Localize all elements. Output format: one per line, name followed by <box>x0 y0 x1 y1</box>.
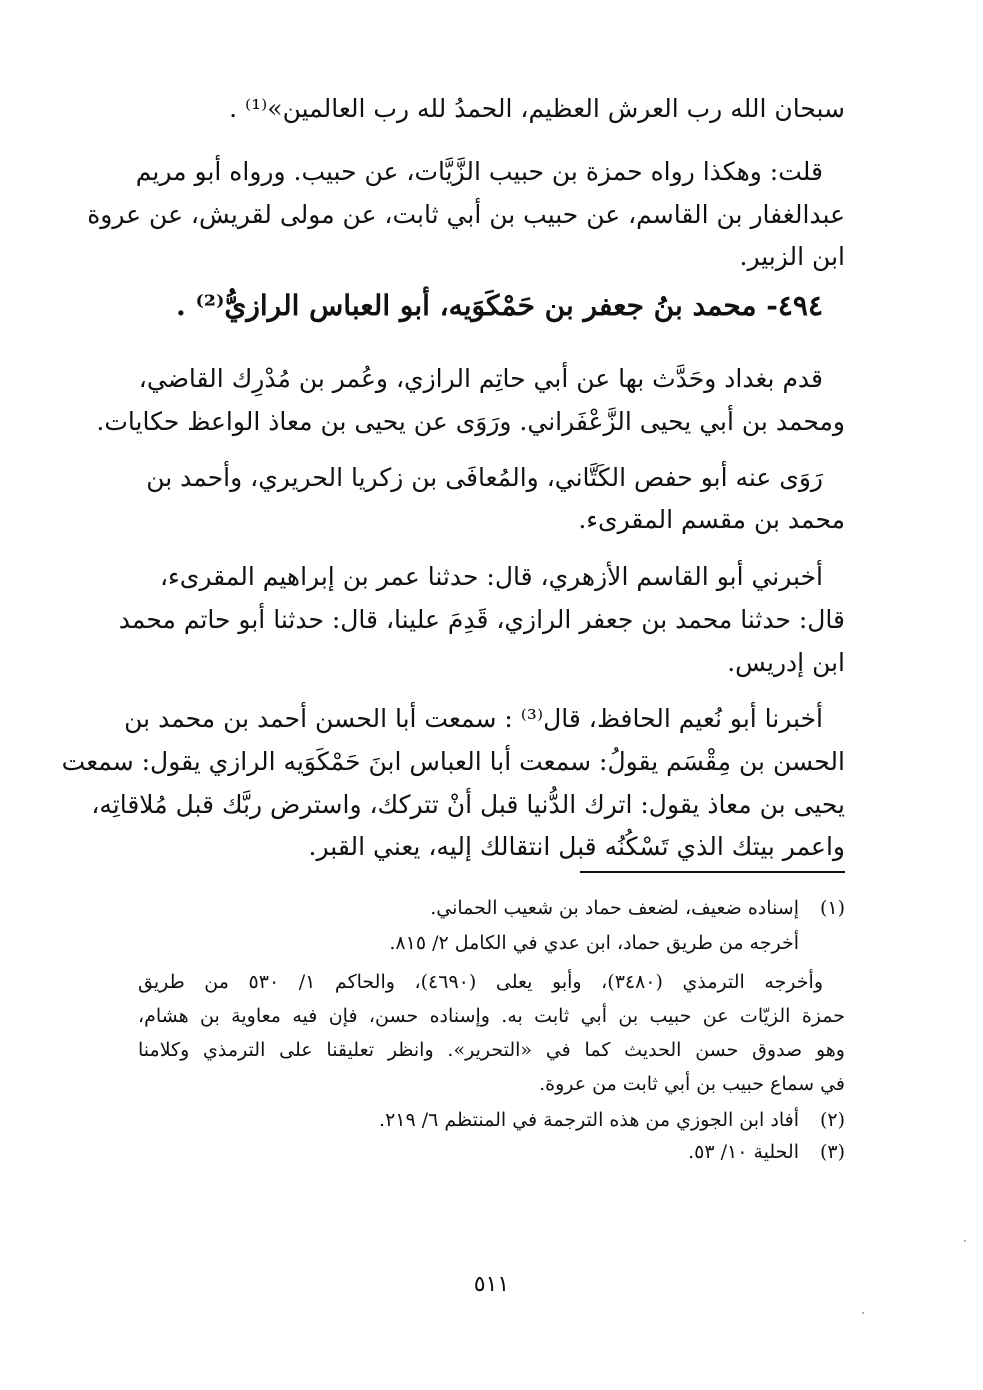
footnote-text: وهو صدوق حسن الحديث كما في «التحرير». وانظر تعليقنا على الترمذي وكلامنا <box>138 1039 845 1061</box>
text-line: قال: حدثنا محمد بن جعفر الرازي، قَدِمَ علينا، قال: حدثنا أبو حاتم محمد <box>118 605 845 634</box>
footnote-separator <box>580 871 845 873</box>
text-line: واعمر بيتك الذي تَسْكُنُه قبل انتقالك إليه، يعني القبر. <box>308 832 845 861</box>
footnote-line <box>138 968 823 996</box>
page-number: ٥١١ <box>473 1272 510 1297</box>
text-line: أخبرني أبو القاسم الأزهري، قال: حدثنا عمر بن إبراهيم المقرىء، <box>159 562 823 591</box>
footnote-text: أخرجه من طريق حماد، ابن عدي في الكامل ٢/ ٨١٥. <box>389 932 799 954</box>
footnote-number: (٢) <box>819 1109 845 1131</box>
footnote-1 <box>138 894 845 922</box>
footnote-line <box>138 1002 845 1030</box>
footnote-3 <box>138 1138 845 1166</box>
footnote-number: (١) <box>819 897 845 919</box>
text-line: رَوَى عنه أبو حفص الكَتَّاني، والمُعافَى بن زكريا الحريري، وأحمد بن <box>146 463 823 492</box>
scan-speck <box>862 1312 864 1314</box>
scan-speck <box>964 1240 966 1242</box>
footnote-text: وأخرجه الترمذي (٣٤٨٠)، وأبو يعلى (٤٦٩٠)، والحاكم ١/ ٥٣٠ من طريق <box>138 971 823 993</box>
text-line: قدم بغداد وحَدَّث بها عن أبي حاتِم الرازي، وعُمر بن مُدْرِك القاضي، <box>138 364 823 393</box>
text-line: أخبرنا أبو نُعيم الحافظ، قال⁽³⁾ : سمعت أبا الحسن أحمد بن محمد بن <box>124 704 823 733</box>
text-line: قلت: وهكذا رواه حمزة بن حبيب الزَّيَّات، عن حبيب. ورواه أبو مريم <box>135 157 823 186</box>
footnote-line <box>138 1070 845 1098</box>
entry-heading: ٤٩٤- محمد بنُ جعفر بن حَمْكَوَيه، أبو العباس الرازيُّ⁽²⁾ . <box>175 289 823 322</box>
text-line: الحسن بن مِقْسَم يقولُ: سمعت أبا العباس ابنَ حَمْكَوَيه الرازي يقول: سمعت <box>61 747 845 776</box>
text-line: سبحان الله رب العرش العظيم، الحمدُ لله رب العالمين»⁽¹⁾ . <box>229 94 845 123</box>
footnote-text: إسناده ضعيف، لضعف حماد بن شعيب الحماني. <box>430 897 799 919</box>
footnote-line <box>138 1036 845 1064</box>
footnote-text: في سماع حبيب بن أبي ثابت من عروة. <box>539 1073 845 1095</box>
footnote-text: الحلية ١٠/ ٥٣. <box>688 1141 799 1163</box>
text-line: يحيى بن معاذ يقول: اترك الدُّنيا قبل أنْ تتركك، واسترض ربَّك قبل مُلاقاتِه، <box>91 790 845 819</box>
text-line: ومحمد بن أبي يحيى الزَّعْفَراني. ورَوَى عن يحيى بن معاذ الواعظ حكايات. <box>96 407 845 436</box>
footnote-2 <box>138 1106 845 1134</box>
text-line: عبدالغفار بن القاسم، عن حبيب بن أبي ثابت، عن مولى لقريش، عن عروة <box>87 200 845 229</box>
footnote-number: (٣) <box>819 1141 845 1163</box>
footnote-text: حمزة الزيّات عن حبيب بن أبي ثابت به. وإسناده حسن، فإن فيه معاوية بن هشام، <box>138 1005 845 1027</box>
text-line: محمد بن مقسم المقرىء. <box>578 505 845 534</box>
footnote-line <box>138 929 799 957</box>
text-line: ابن الزبير. <box>739 242 845 271</box>
footnote-text: أفاد ابن الجوزي من هذه الترجمة في المنتظم ٦/ ٢١٩. <box>379 1109 799 1131</box>
text-line: ابن إدريس. <box>727 648 845 677</box>
